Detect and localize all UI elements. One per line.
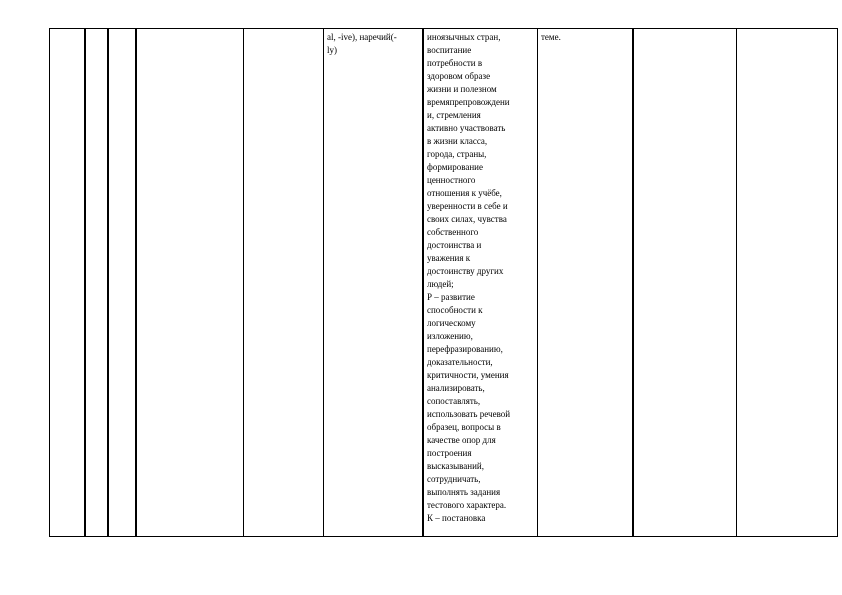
cell-text-line: города, страны, [427, 149, 487, 159]
cell-text-line: тестового характера. [427, 500, 507, 510]
cell-text-line: анализировать, [427, 383, 485, 393]
lesson-plan-table [49, 28, 838, 537]
cell-text-line: критичности, умения [427, 370, 509, 380]
cell-text-line: теме. [541, 32, 561, 42]
table-cell-10 [737, 29, 838, 537]
table-cell-9 [633, 29, 737, 537]
cell-text-line: использовать речевой [427, 409, 511, 419]
cell-text-line: качестве опор для [427, 435, 496, 445]
cell-text-line: К – постановка [427, 513, 486, 523]
cell-text-line: логическому [427, 318, 476, 328]
cell-text-line: высказываний, [427, 461, 484, 471]
cell-text-line: воспитание [427, 45, 472, 55]
cell-text-line: потребности в [427, 58, 483, 68]
table-cell-3 [108, 29, 136, 537]
cell-text-line: своих силах, чувства [427, 214, 507, 224]
cell-text-line: ly) [327, 45, 337, 55]
table-cell-grammar [324, 29, 424, 537]
cell-text-line: Р – развитие [427, 292, 475, 302]
cell-text-line: сотрудничать, [427, 474, 481, 484]
cell-text-line: людей; [427, 279, 454, 289]
cell-text-line: отношения к учёбе, [427, 188, 502, 198]
cell-text-line: иноязычных стран, [427, 32, 501, 42]
cell-text-line: уверенности в себе и [427, 201, 508, 211]
table-cell-1 [50, 29, 86, 537]
cell-text-line: жизни и полезном [427, 84, 497, 94]
cell-text-line: al, -ive), наречий(- [327, 32, 397, 42]
cell-text-line: и, стремления [427, 110, 481, 120]
cell-text-line: образец, вопросы в [427, 422, 501, 432]
cell-text-line: доказательности, [427, 357, 493, 367]
cell-text-line: изложению, [427, 331, 473, 341]
table-cell-4 [136, 29, 244, 537]
table-row [50, 29, 838, 537]
cell-text-line: построения [427, 448, 472, 458]
cell-text-line: достоинству других [427, 266, 504, 276]
cell-text-line: собственного [427, 227, 479, 237]
cell-text-line: уважения к [427, 253, 471, 263]
table-cell-topic [538, 29, 634, 537]
table-cell-5 [244, 29, 324, 537]
cell-text-line: сопоставлять, [427, 396, 481, 406]
cell-text-line: ценностного [427, 175, 476, 185]
cell-text-line: формирование [427, 162, 483, 172]
table-cell-2 [85, 29, 108, 537]
cell-text-line: времяпрепровождени [427, 97, 510, 107]
cell-text-line: активно участвовать [427, 123, 506, 133]
cell-text-line: в жизни класса, [427, 136, 488, 146]
cell-text-line: достоинства и [427, 240, 482, 250]
cell-text-line: перефразированию, [427, 344, 503, 354]
cell-text-line: выполнять задания [427, 487, 501, 497]
cell-text-line: здоровом образе [427, 71, 491, 81]
cell-text-line: способности к [427, 305, 483, 315]
table-cell-learning-outcomes [423, 29, 538, 537]
